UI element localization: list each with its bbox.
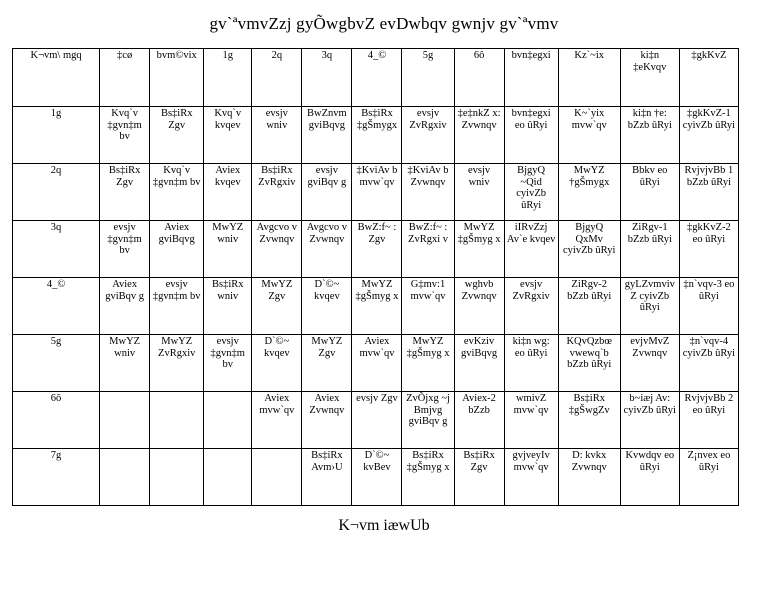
table-cell: K~`yix mvw`qv bbox=[558, 107, 620, 164]
table-cell: KQvQzbœ vwewq`b bZzb ûRyi bbox=[558, 335, 620, 392]
table-cell: evsjv Zgv bbox=[352, 392, 402, 449]
table-cell: bvn‡egxi eo ûRyi bbox=[504, 107, 558, 164]
table-cell: MwYZ ‡gŠmyg x bbox=[352, 278, 402, 335]
table-cell: MwYZ ‡gŠmyg x bbox=[402, 335, 454, 392]
table-cell: MwYZ ‡gŠmyg x bbox=[454, 221, 504, 278]
class-routine-table bbox=[12, 48, 739, 506]
table-cell: ZiRgv-1 bZzb ûRyi bbox=[620, 221, 679, 278]
table-cell: MwYZ ZvRgxiv bbox=[150, 335, 204, 392]
table-cell: Kvq`v ‡gvn‡m bv bbox=[100, 107, 150, 164]
table-cell: ZiRgv-2 bZzb ûRyi bbox=[558, 278, 620, 335]
table-cell: Bs‡iRx wniv bbox=[204, 278, 252, 335]
table-cell: evsjv ZvRgxiv bbox=[504, 278, 558, 335]
table-cell: evsjv ‡gvn‡m bv bbox=[204, 335, 252, 392]
row-label-cell: 1g bbox=[13, 107, 100, 164]
table-cell: Aviex gviBqvg bbox=[150, 221, 204, 278]
header-cell: Kz`~ix bbox=[558, 49, 620, 107]
table-cell: Avgcvo v Zvwnqv bbox=[302, 221, 352, 278]
header-cell: K¬vm\ mgq bbox=[13, 49, 100, 107]
table-cell: wghvb Zvwnqv bbox=[454, 278, 504, 335]
table-row bbox=[13, 335, 739, 392]
table-cell: MwYZ wniv bbox=[100, 335, 150, 392]
table-cell bbox=[100, 449, 150, 506]
table-cell: ‡KviAv b Zvwnqv bbox=[402, 164, 454, 221]
table-cell: Bbkv eo ûRyi bbox=[620, 164, 679, 221]
row-label-cell: 5g bbox=[13, 335, 100, 392]
header-cell: 1g bbox=[204, 49, 252, 107]
table-row bbox=[13, 107, 739, 164]
table-cell: MwYZ wniv bbox=[204, 221, 252, 278]
header-cell: ki‡n ‡eKvqv bbox=[620, 49, 679, 107]
table-cell: Avgcvo v Zvwnqv bbox=[252, 221, 302, 278]
table-cell bbox=[150, 449, 204, 506]
page-title: gv`ªvmvZzj gyÕwgbvZ evDwbqv gwnjv gv`ªvmv bbox=[209, 14, 559, 33]
table-cell: ‡KviAv b mvw`qv bbox=[352, 164, 402, 221]
table-cell: evsjv wniv bbox=[252, 107, 302, 164]
table-cell: BwZnvm gviBqvg bbox=[302, 107, 352, 164]
table-cell: BjgyQ ~Qid cyivZb ûRyi bbox=[504, 164, 558, 221]
table-cell: Kvwdqv eo ûRyi bbox=[620, 449, 679, 506]
table-cell: Bs‡iRx Zgv bbox=[100, 164, 150, 221]
table-cell: D`©~ kvqev bbox=[252, 335, 302, 392]
table-cell: ZvÕjxg ~j Bmjvg gviBqv g bbox=[402, 392, 454, 449]
table-cell: D: kvkx Zvwnqv bbox=[558, 449, 620, 506]
table-cell: Aviex gviBqv g bbox=[100, 278, 150, 335]
table-cell: b~iæj Av: cyivZb ûRyi bbox=[620, 392, 679, 449]
table-cell: evsjv ZvRgxiv bbox=[402, 107, 454, 164]
table-cell: gyLZvmviv Z cyivZb ûRyi bbox=[620, 278, 679, 335]
header-cell: bvn‡egxi bbox=[504, 49, 558, 107]
header-cell: 6ô bbox=[454, 49, 504, 107]
table-cell: ki‡n †e: bZzb ûRyi bbox=[620, 107, 679, 164]
table-cell: ‡gkKvZ-1 cyivZb ûRyi bbox=[679, 107, 738, 164]
table-cell: evjvMvZ Zvwnqv bbox=[620, 335, 679, 392]
table-cell: MwYZ †gŠmygx bbox=[558, 164, 620, 221]
table-cell: ki‡n wg: eo ûRyi bbox=[504, 335, 558, 392]
header-cell: 3q bbox=[302, 49, 352, 107]
table-cell: gvjveyIv mvw`qv bbox=[504, 449, 558, 506]
table-cell: Z¡nvex eo ûRyi bbox=[679, 449, 738, 506]
table-cell bbox=[100, 392, 150, 449]
table-cell: Kvq`v kvqev bbox=[204, 107, 252, 164]
table-cell: iIRvZzj Av`e kvqev bbox=[504, 221, 558, 278]
table-cell: Aviex-2 bZzb bbox=[454, 392, 504, 449]
table-cell: Bs‡iRx Avm›U bbox=[302, 449, 352, 506]
row-label-cell: 4_© bbox=[13, 278, 100, 335]
table-cell: G‡mv:1 mvw`qv bbox=[402, 278, 454, 335]
header-cell: ‡gkKvZ bbox=[679, 49, 738, 107]
table-cell: MwYZ Zgv bbox=[252, 278, 302, 335]
table-cell: Aviex kvqev bbox=[204, 164, 252, 221]
table-cell: BjgyQ QxMv cyivZb ûRyi bbox=[558, 221, 620, 278]
row-label-cell: 2q bbox=[13, 164, 100, 221]
table-cell: Aviex Zvwnqv bbox=[302, 392, 352, 449]
table-cell: D`©~ kvqev bbox=[302, 278, 352, 335]
table-cell: Bs‡iRx ZvRgxiv bbox=[252, 164, 302, 221]
table-row bbox=[13, 392, 739, 449]
table-row bbox=[13, 449, 739, 506]
table-cell: Aviex mvw`qv bbox=[252, 392, 302, 449]
table-cell: Aviex mvw`qv bbox=[352, 335, 402, 392]
table-cell bbox=[204, 392, 252, 449]
table-body bbox=[13, 49, 739, 506]
table-cell: D`©~ kvBev bbox=[352, 449, 402, 506]
header-cell: 2q bbox=[252, 49, 302, 107]
table-cell: ‡n`vqv-4 cyivZb ûRyi bbox=[679, 335, 738, 392]
table-cell: ‡e‡nkZ x: Zvwnqv bbox=[454, 107, 504, 164]
table-row bbox=[13, 164, 739, 221]
row-label-cell: 7g bbox=[13, 449, 100, 506]
table-cell: RvjvjvBb 2 eo ûRyi bbox=[679, 392, 738, 449]
table-cell bbox=[150, 392, 204, 449]
table-cell: evsjv gviBqv g bbox=[302, 164, 352, 221]
table-cell: BwZ:f~ : ZvRgxi v bbox=[402, 221, 454, 278]
table-cell: evsjv wniv bbox=[454, 164, 504, 221]
footer-label: K¬vm iæwUb bbox=[338, 517, 430, 534]
table-cell: evsjv ‡gvn‡m bv bbox=[150, 278, 204, 335]
table-row bbox=[13, 278, 739, 335]
header-cell: 4_© bbox=[352, 49, 402, 107]
table-cell: ‡gkKvZ-2 eo ûRyi bbox=[679, 221, 738, 278]
table-cell: Bs‡iRx Zgv bbox=[150, 107, 204, 164]
table-cell bbox=[252, 449, 302, 506]
table-cell: Bs‡iRx ‡gŠmygx bbox=[352, 107, 402, 164]
table-cell: Bs‡iRx ‡gŠwgZv bbox=[558, 392, 620, 449]
row-label-cell: 6ô bbox=[13, 392, 100, 449]
table-cell: evKziv gviBqvg bbox=[454, 335, 504, 392]
header-cell: bvm©vix bbox=[150, 49, 204, 107]
table-cell: MwYZ Zgv bbox=[302, 335, 352, 392]
table-cell: Bs‡iRx Zgv bbox=[454, 449, 504, 506]
row-label-cell: 3q bbox=[13, 221, 100, 278]
table-row bbox=[13, 221, 739, 278]
table-cell: BwZ:f~ : Zgv bbox=[352, 221, 402, 278]
table-cell bbox=[204, 449, 252, 506]
header-row bbox=[13, 49, 739, 107]
table-cell: Kvq`v ‡gvn‡m bv bbox=[150, 164, 204, 221]
table-cell: ‡n`vqv-3 eo ûRyi bbox=[679, 278, 738, 335]
header-cell: 5g bbox=[402, 49, 454, 107]
table-cell: wmivZ mvw`qv bbox=[504, 392, 558, 449]
table-cell: RvjvjvBb 1 bZzb ûRyi bbox=[679, 164, 738, 221]
table-cell: evsjv ‡gvn‡m bv bbox=[100, 221, 150, 278]
table-cell: Bs‡iRx ‡gŠmyg x bbox=[402, 449, 454, 506]
header-cell: ‡cø bbox=[100, 49, 150, 107]
